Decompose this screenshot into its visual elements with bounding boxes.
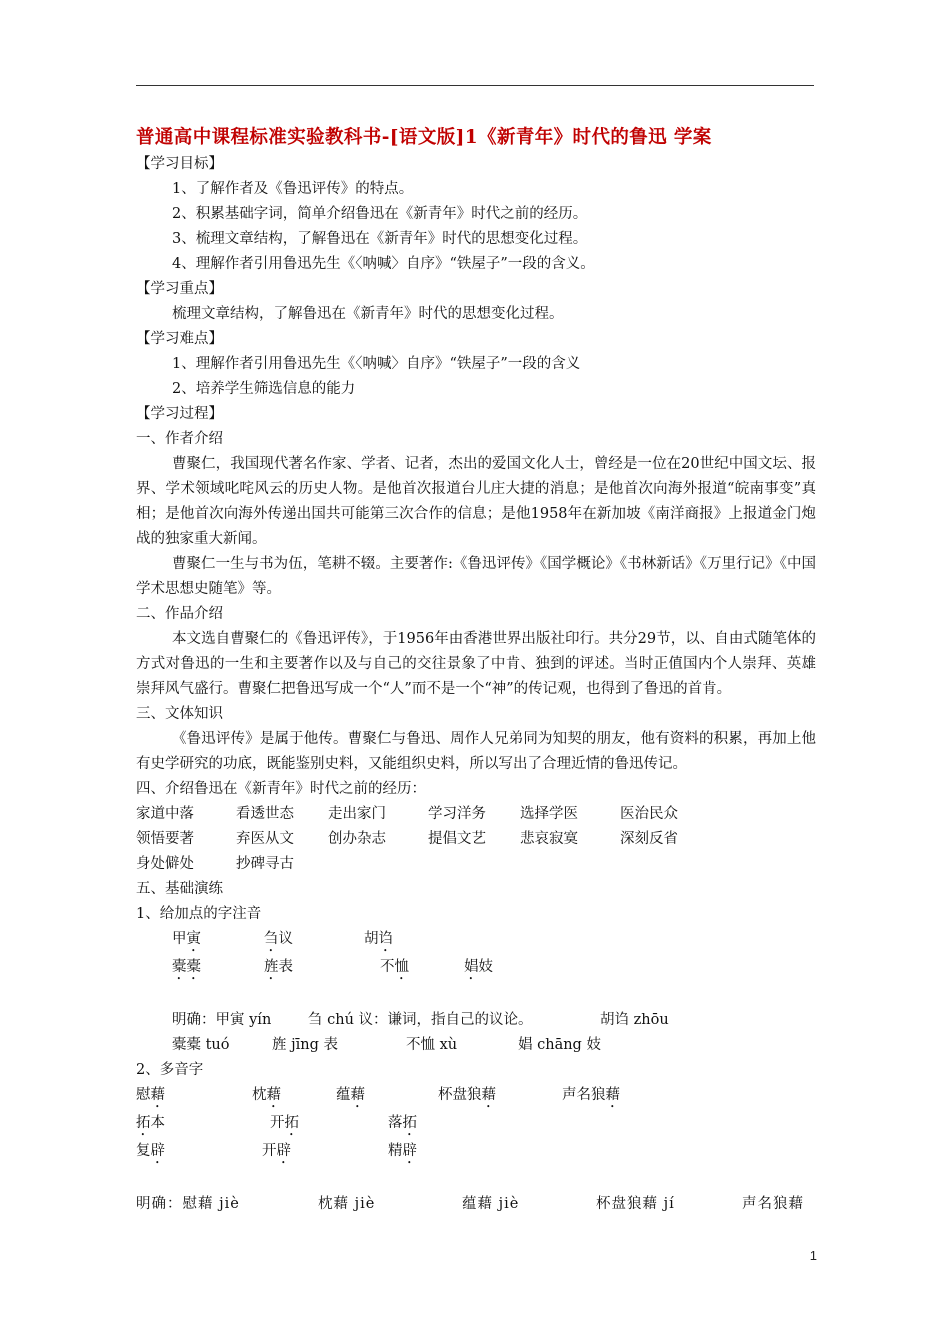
author-works-paragraph: 曹聚仁一生与书为伍，笔耕不辍。主要著作:《鲁迅评传》《国学概论》《书林新话》《万里行记》《中国学术思想史随笔》等。 bbox=[136, 556, 816, 597]
pinyin-word-row bbox=[136, 955, 816, 983]
dotted-word: 拓本 bbox=[136, 1115, 165, 1131]
difficulty-item: 2、培养学生筛选信息的能力 bbox=[172, 381, 356, 397]
dotted-word: 慰藉 bbox=[136, 1087, 165, 1103]
answer-text: 橐橐 tuó bbox=[172, 1037, 230, 1053]
answer-text: 明确：甲寅 yín bbox=[172, 1012, 272, 1028]
answer-text: 枕藉 jiè bbox=[318, 1196, 376, 1212]
header-rule bbox=[136, 85, 814, 86]
answer-text: 刍 chú 议：谦词，指自己的议论。 bbox=[308, 1012, 533, 1028]
section-heading-genre: 三、文体知识 bbox=[136, 706, 223, 722]
goal-item: 2、积累基础字词，简单介绍鲁迅在《新青年》时代之前的经历。 bbox=[172, 206, 588, 222]
answer-text: 明确：慰藉 jiè bbox=[136, 1196, 240, 1212]
section-heading-work: 二、作品介绍 bbox=[136, 606, 223, 622]
difficulty-heading: 【学习难点】 bbox=[136, 331, 223, 347]
polyphone-row bbox=[136, 1111, 816, 1139]
question-heading: 1、给加点的字注音 bbox=[136, 906, 262, 922]
dotted-word: 蕴藉 bbox=[336, 1087, 365, 1103]
dotted-word: 不恤 bbox=[380, 959, 409, 975]
dotted-word: 开辟 bbox=[262, 1143, 291, 1159]
difficulty-item: 1、理解作者引用鲁迅先生《〈呐喊〉自序》“铁屋子”一段的含义 bbox=[172, 356, 581, 372]
focus-text: 梳理文章结构，了解鲁迅在《新青年》时代的思想变化过程。 bbox=[172, 306, 564, 322]
answer-text: 不恤 xù bbox=[406, 1037, 458, 1053]
pinyin-word-row bbox=[136, 927, 816, 955]
focus-heading: 【学习重点】 bbox=[136, 281, 223, 297]
dotted-word: 刍议 bbox=[264, 931, 293, 947]
dotted-word: 杯盘狼藉 bbox=[438, 1087, 496, 1103]
spacer bbox=[136, 983, 816, 1008]
section-heading-author: 一、作者介绍 bbox=[136, 431, 223, 447]
experience-term: 领悟要著 bbox=[136, 831, 194, 847]
answer-row bbox=[136, 1033, 816, 1058]
experience-term: 学习洋务 bbox=[428, 806, 486, 822]
work-paragraph: 本文选自曹聚仁的《鲁迅评传》，于1956年由香港世界出版社印行。共分29节，以、自由式随笔体的方式对鲁迅的一生和主要著作以及与自己的交往景象了中肯、独到的评述。当时正值国内个人崇拜、英雄崇拜风气盛行。曹聚仁把鲁迅写成一个“人”而不是一个“神”的传记观，也得到了鲁迅的首肯。 bbox=[136, 631, 816, 697]
section-heading-experience: 四、介绍鲁迅在《新青年》时代之前的经历： bbox=[136, 781, 426, 797]
experience-term: 选择学医 bbox=[520, 806, 578, 822]
answer-row bbox=[136, 1008, 816, 1033]
experience-row bbox=[136, 827, 816, 852]
dotted-word: 娼妓 bbox=[464, 959, 493, 975]
dotted-word: 落拓 bbox=[388, 1115, 417, 1131]
dotted-word: 甲寅 bbox=[172, 931, 201, 947]
dotted-word: 胡诌 bbox=[364, 931, 393, 947]
document-title: 普通高中课程标准实验教科书-[语文版]1《新青年》时代的鲁迅 学案 bbox=[136, 127, 712, 148]
experience-term: 悲哀寂寞 bbox=[520, 831, 578, 847]
page-number: 1 bbox=[809, 1248, 817, 1263]
experience-term: 医治民众 bbox=[620, 806, 678, 822]
experience-row bbox=[136, 852, 816, 877]
polyphone-row bbox=[136, 1139, 816, 1167]
experience-term: 走出家门 bbox=[328, 806, 386, 822]
answer-text: 声名狼藉 bbox=[742, 1196, 804, 1212]
dotted-word: 精辟 bbox=[388, 1143, 417, 1159]
answer-text: 娼 chāng 妓 bbox=[518, 1037, 601, 1053]
dotted-word: 声名狼藉 bbox=[562, 1087, 620, 1103]
answer-text: 胡诌 zhōu bbox=[600, 1012, 669, 1028]
dotted-word: 开拓 bbox=[270, 1115, 299, 1131]
goal-item: 3、梳理文章结构，了解鲁迅在《新青年》时代的思想变化过程。 bbox=[172, 231, 588, 247]
dotted-word: 枕藉 bbox=[252, 1087, 281, 1103]
process-heading: 【学习过程】 bbox=[136, 406, 223, 422]
dotted-word: 复辟 bbox=[136, 1143, 165, 1159]
experience-term: 创办杂志 bbox=[328, 831, 386, 847]
goal-item: 1、了解作者及《鲁迅评传》的特点。 bbox=[172, 181, 414, 197]
section-heading-practice: 五、基础演练 bbox=[136, 881, 223, 897]
dotted-word: 旌表 bbox=[264, 959, 293, 975]
experience-term: 抄碑寻古 bbox=[236, 856, 294, 872]
answer-text: 旌 jīng 表 bbox=[272, 1037, 338, 1053]
experience-term: 弃医从文 bbox=[236, 831, 294, 847]
question-heading: 2、多音字 bbox=[136, 1062, 204, 1078]
dotted-word: 橐橐 bbox=[172, 959, 201, 975]
author-paragraph: 曹聚仁，我国现代著名作家、学者、记者，杰出的爱国文化人士，曾经是一位在20世纪中国文坛、报界、学术领域叱咤风云的历史人物。是他首次报道台儿庄大捷的消息；是他首次向海外报道“皖南事变”真相；是他首次向海外传递出国共可能第三次合作的信息；是他1958年在新加坡《南洋商报》上报道金门炮战的独家重大新闻。 bbox=[136, 456, 816, 547]
experience-row bbox=[136, 802, 816, 827]
answer-text: 蕴藉 jiè bbox=[462, 1196, 520, 1212]
answer-row bbox=[136, 1192, 816, 1217]
polyphone-row bbox=[136, 1083, 816, 1111]
document-page bbox=[136, 124, 816, 1217]
experience-term: 家道中落 bbox=[136, 806, 194, 822]
experience-term: 身处僻处 bbox=[136, 856, 194, 872]
goal-item: 4、理解作者引用鲁迅先生《〈呐喊〉自序》“铁屋子”一段的含义。 bbox=[172, 256, 595, 272]
answer-text: 杯盘狼藉 jí bbox=[596, 1196, 675, 1212]
goals-heading: 【学习目标】 bbox=[136, 156, 223, 172]
spacer bbox=[136, 1167, 816, 1192]
experience-term: 看透世态 bbox=[236, 806, 294, 822]
genre-paragraph: 《鲁迅评传》是属于他传。曹聚仁与鲁迅、周作人兄弟同为知契的朋友，他有资料的积累，再加上他有史学研究的功底，既能鉴别史料，又能组织史料，所以写出了合理近情的鲁迅传记。 bbox=[136, 731, 816, 772]
experience-term: 深刻反省 bbox=[620, 831, 678, 847]
experience-term: 提倡文艺 bbox=[428, 831, 486, 847]
